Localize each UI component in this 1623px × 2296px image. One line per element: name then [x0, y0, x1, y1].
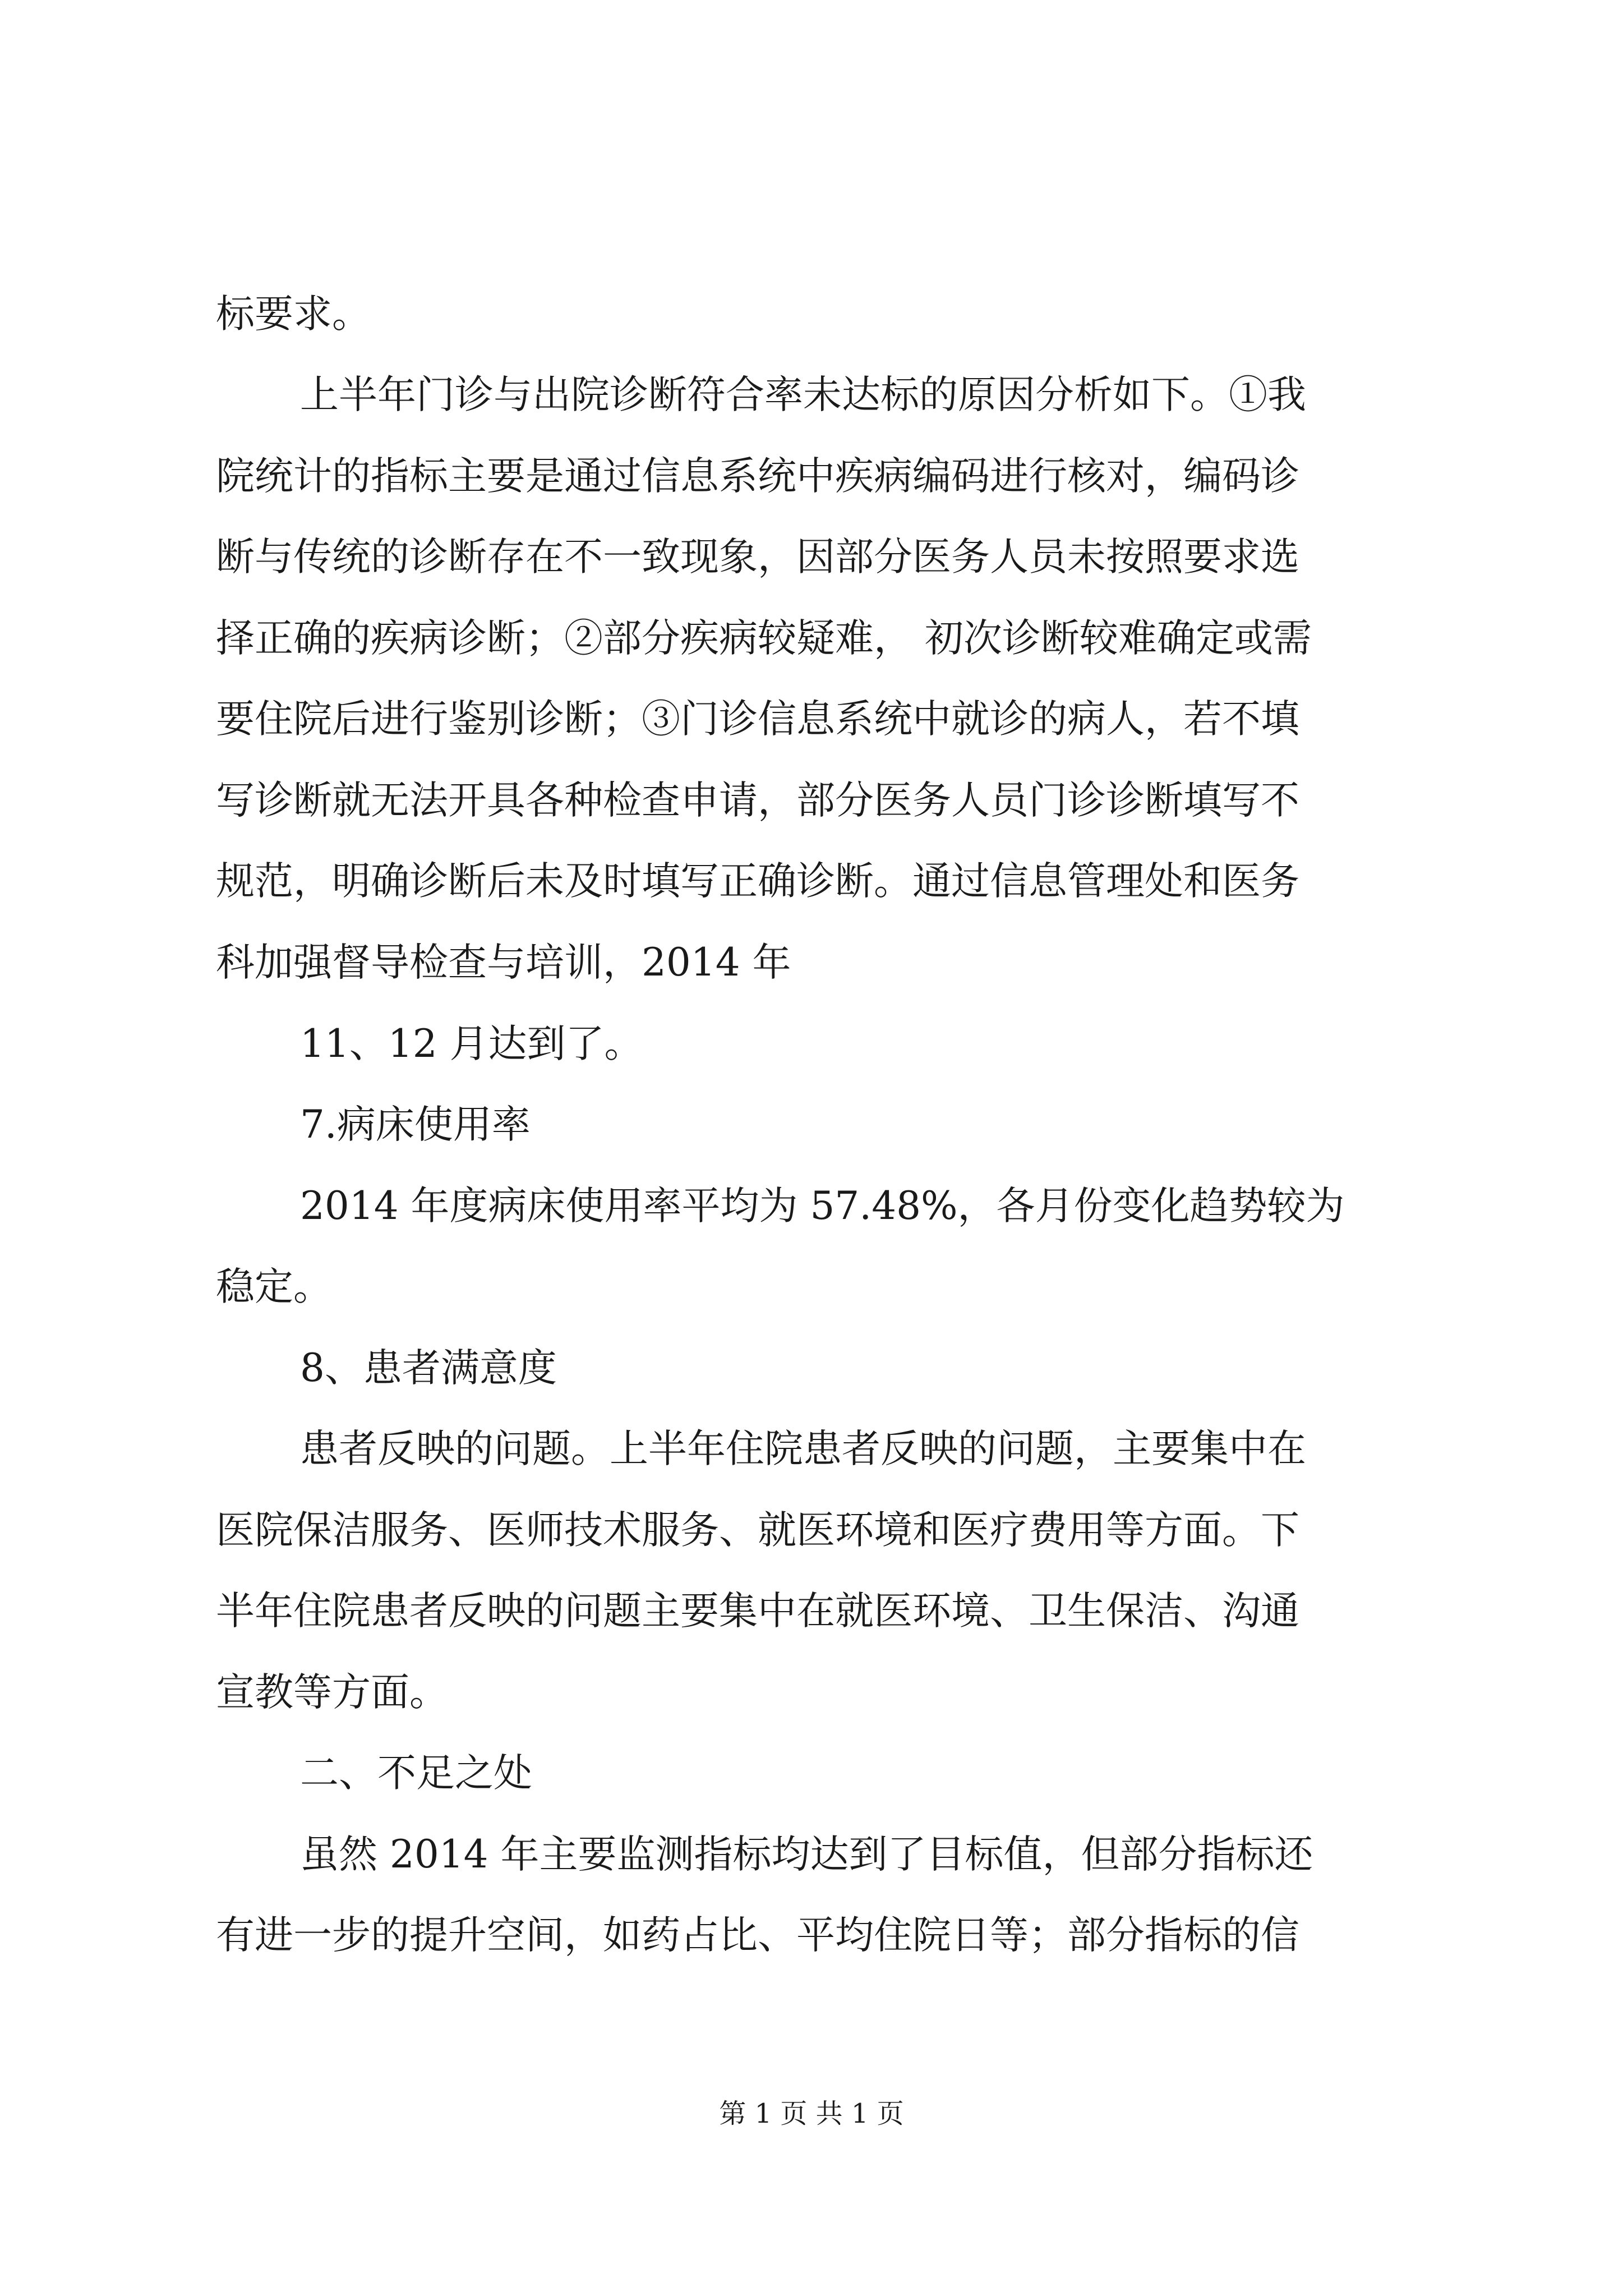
text-line-7: 写诊断就无法开具各种检查申请，部分医务人员门诊诊断填写不 — [216, 778, 1299, 823]
text-line-16: 医院保洁服务、医师技术服务、就医环境和医疗费用等方面。下 — [216, 1508, 1299, 1553]
text-line-2: 上半年门诊与出院诊断符合率未达标的原因分析如下。①我 — [300, 372, 1306, 417]
section-heading-8: 8、患者满意度 — [300, 1346, 557, 1391]
text-line-12: 2014 年度病床使用率平均为 57.48%，各月份变化趋势较为 — [300, 1184, 1345, 1228]
text-line-9: 科加强督导检查与培训，2014 年 — [216, 940, 791, 985]
text-line-17: 半年住院患者反映的问题主要集中在就医环境、卫生保洁、沟通 — [216, 1589, 1299, 1634]
text-line-6: 要住院后进行鉴别诊断；③门诊信息系统中就诊的病人，若不填 — [216, 697, 1299, 742]
section-heading-7: 7.病床使用率 — [300, 1102, 531, 1147]
text-line-13: 稳定。 — [216, 1264, 332, 1309]
text-line-21: 有进一步的提升空间，如药占比、平均住院日等；部分指标的信 — [216, 1913, 1299, 1958]
text-line-18: 宣教等方面。 — [216, 1670, 448, 1715]
text-line-3: 院统计的指标主要是通过信息系统中疾病编码进行核对，编码诊 — [216, 454, 1299, 499]
text-line-8: 规范，明确诊断后未及时填写正确诊断。通过信息管理处和医务 — [216, 859, 1299, 904]
text-line-10: 11、12 月达到了。 — [300, 1022, 643, 1066]
text-line-15: 患者反映的问题。上半年住院患者反映的问题，主要集中在 — [300, 1427, 1306, 1471]
text-line-1: 标要求。 — [216, 292, 371, 337]
text-line-5: 择正确的疾病诊断；②部分疾病较疑难， 初次诊断较难确定或需 — [216, 616, 1312, 661]
page-footer: 第 1 页 共 1 页 — [719, 2098, 904, 2129]
section-heading-2: 二、不足之处 — [300, 1751, 532, 1796]
text-line-4: 断与传统的诊断存在不一致现象，因部分医务人员未按照要求选 — [216, 535, 1299, 579]
text-line-20: 虽然 2014 年主要监测指标均达到了目标值，但部分指标还 — [300, 1832, 1313, 1877]
